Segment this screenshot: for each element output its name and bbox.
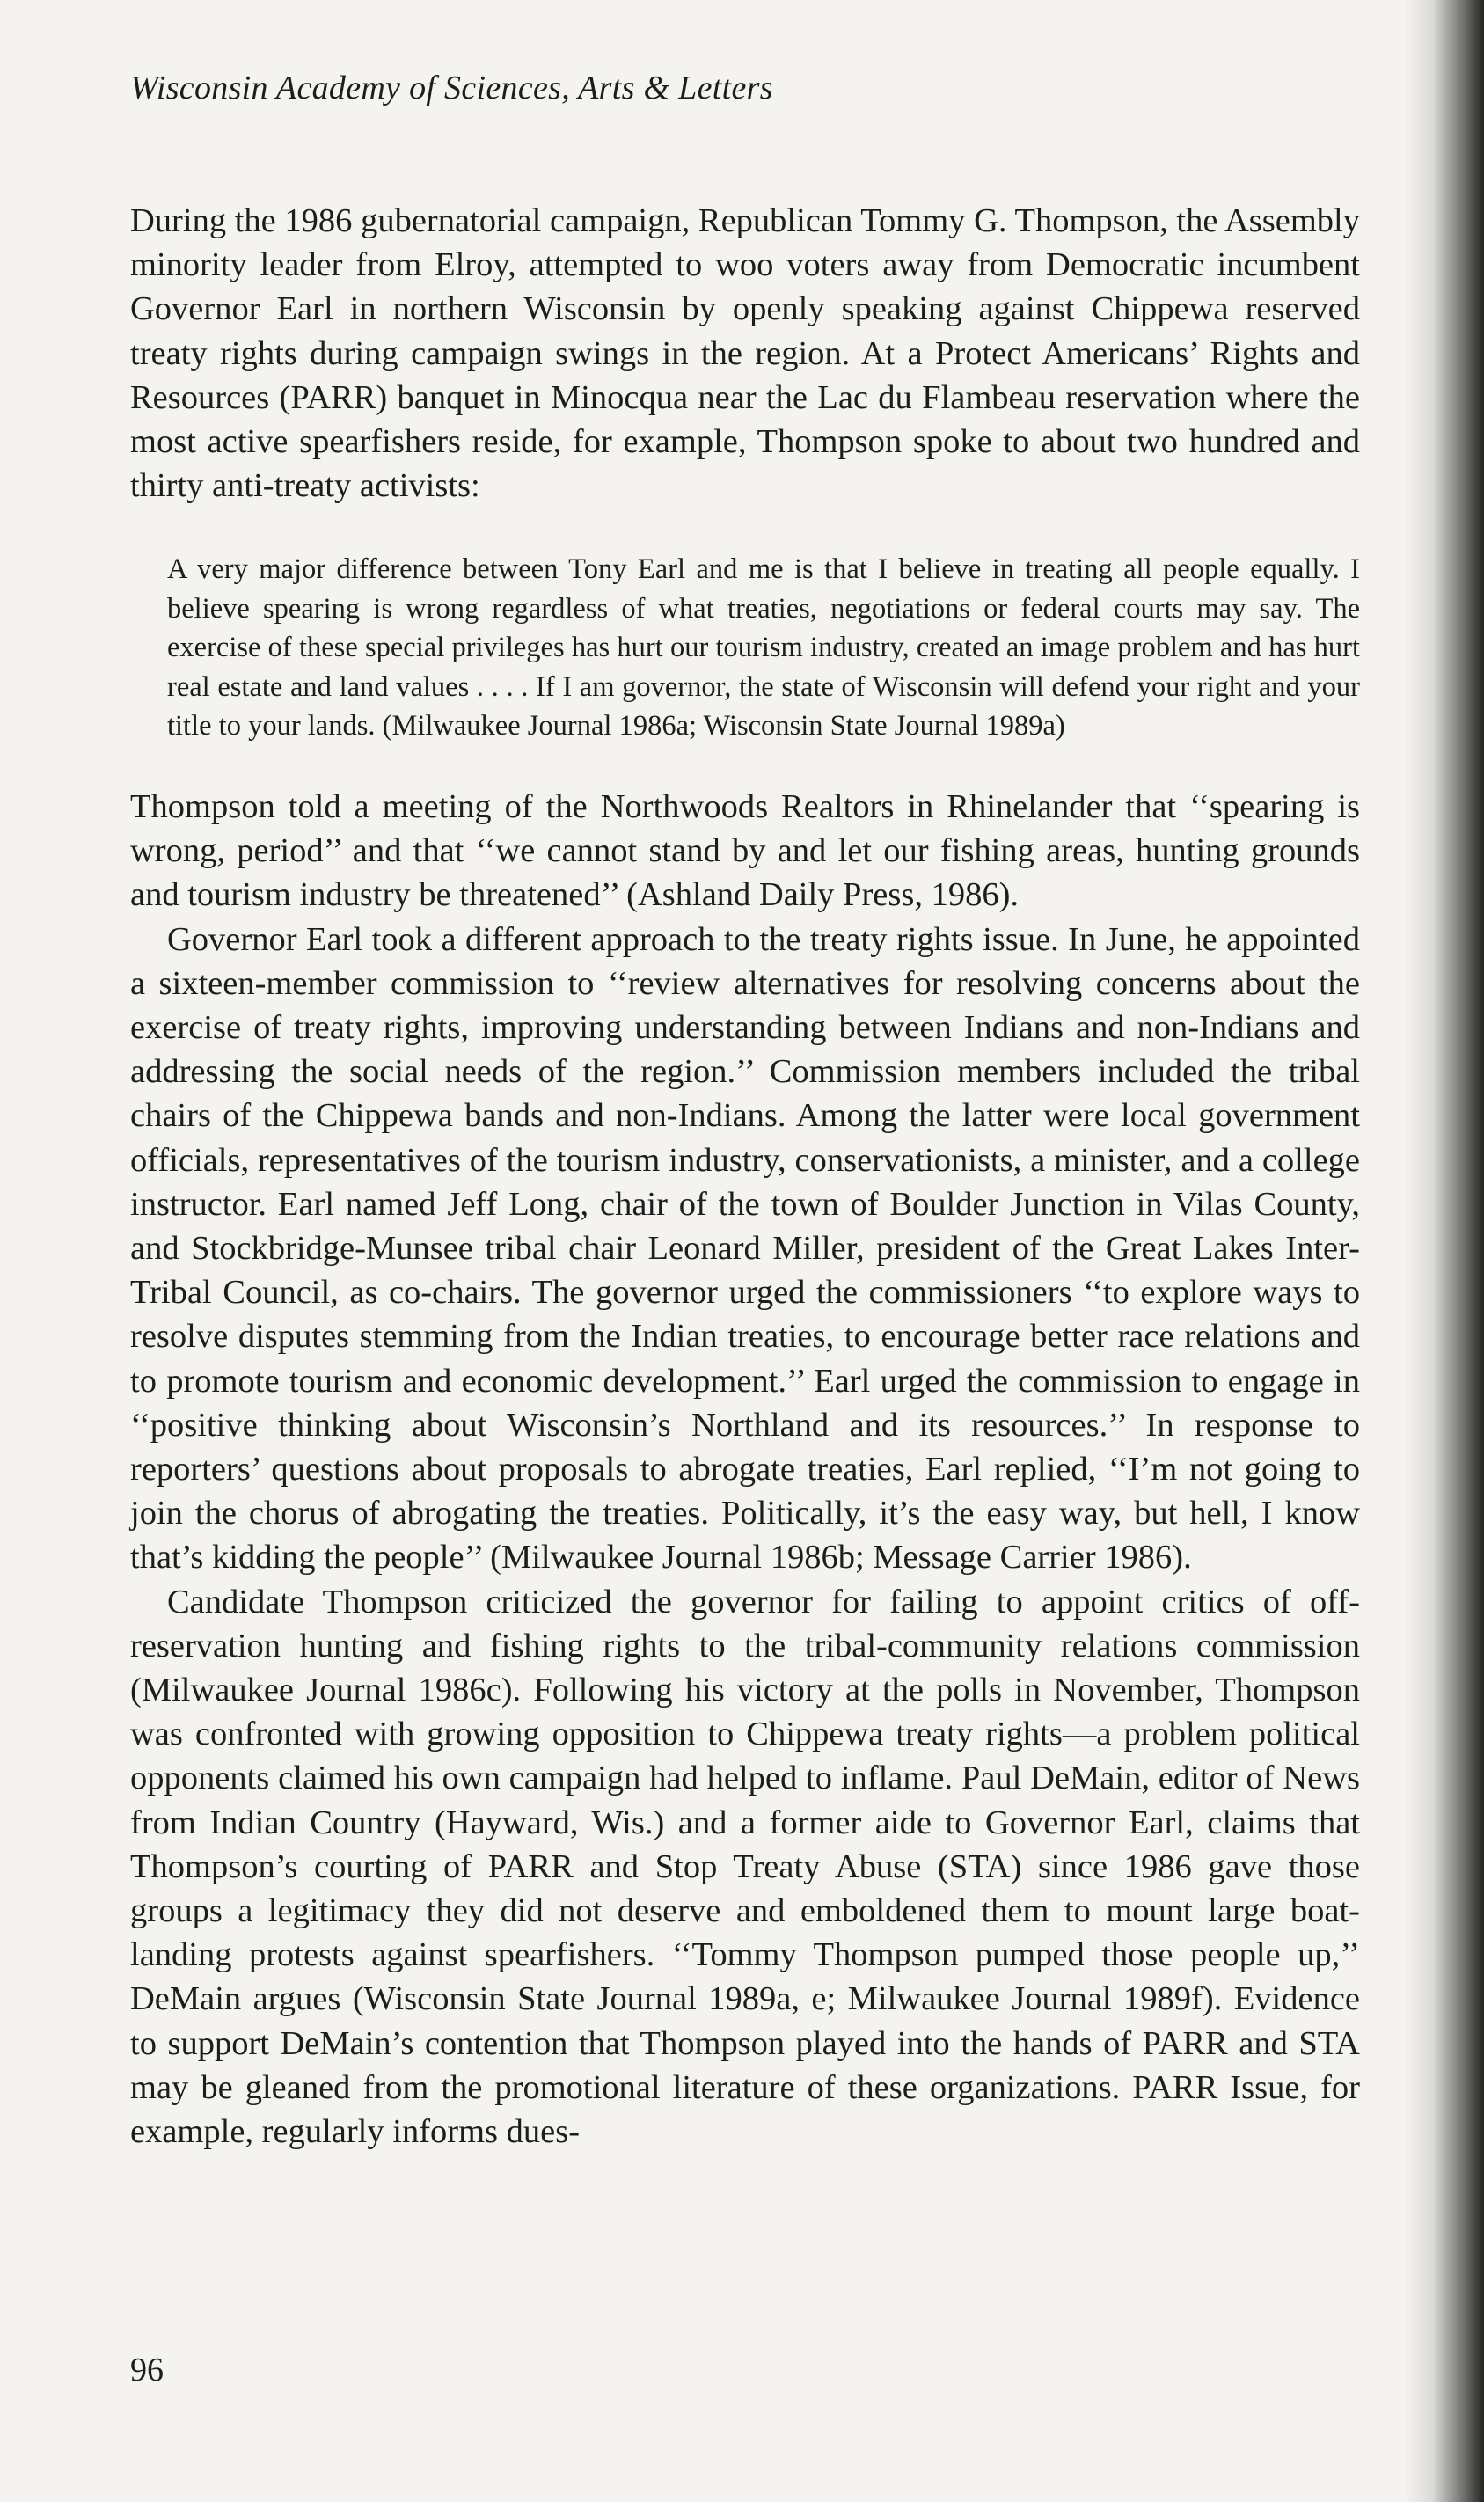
paragraph-earl-commission: Governor Earl took a different approach to the treaty rights issue. In June, he appointed a sixteen-member commission to ‘‘review alternatives for resolving concerns about the exercise of treaty rights, improving understanding between Indians and non-Indians and addressing the social needs of the region.’’ Commission members included the tribal chairs of the Chippewa bands and non-Indians. Among the latter were local government officials, representatives of the tourism industry, conservationists, a minister, and a college instructor. Earl named Jeff Long, chair of the town of Boulder Junction in Vilas County, and Stockbridge-Munsee tribal chair Leonard Miller, president of the Great Lakes Inter-Tribal Council, as co-chairs. The governor urged the commissioners ‘‘to explore ways to resolve disputes stemming from the Indian treaties, to encourage better race relations and to promote tourism and economic development.’’ Earl urged the commission to engage in ‘‘positive thinking about Wisconsin’s Northland and its resources.’’ In response to reporters’ questions about proposals to abrogate treaties, Earl replied, ‘‘I’m not going to join the chorus of abrogating the treaties. Politically, it’s the easy way, but hell, I know that’s kidding the people’’ (Milwaukee Journal 1986b; Message Carrier 1986). — [130, 920, 1360, 1577]
page-edge-shadow — [1405, 0, 1484, 2502]
paragraph-thompson-criticism: Candidate Thompson criticized the governor for failing to appoint critics of off-reservation hunting and fishing rights to the tribal-community relations commission (Milwaukee Journal 1986c). Following his victory at the polls in November, Thompson was confronted with growing opposition to Chippewa treaty rights—a problem political opponents claimed his own campaign had helped to inflame. Paul DeMain, editor of News from Indian Country (Hayward, Wis.) and a former aide to Governor Earl, claims that Thompson’s courting of PARR and Stop Treaty Abuse (STA) since 1986 gave those groups a legitimacy they did not deserve and emboldened them to mount large boat-landing protests against spearfishers. ‘‘Tommy Thompson pumped those people up,’’ DeMain argues (Wisconsin State Journal 1989a, e; Milwaukee Journal 1989f). Evidence to support DeMain’s contention that Thompson played into the hands of PARR and STA may be gleaned from the promotional literature of these organizations. PARR Issue, for example, regularly informs dues- — [130, 1583, 1360, 2151]
running-head: Wisconsin Academy of Sciences, Arts & Letters — [130, 70, 773, 106]
paragraph-campaign: During the 1986 gubernatorial campaign, Republican Tommy G. Thompson, the Assembly minority leader from Elroy, attempted to woo voters away from Democratic incumbent Governor Earl in northern Wisconsin by openly speaking against Chippewa reserved treaty rights during campaign swings in the region. At a Protect Americans’ Rights and Resources (PARR) banquet in Minocqua near the Lac du Flambeau reservation where the most active spearfishers reside, for example, Thompson spoke to about two hundred and thirty anti-treaty activists: — [130, 202, 1360, 505]
page-number: 96 — [130, 2352, 164, 2389]
block-quote: A very major difference between Tony Earl and me is that I believe in treating all people equally. I believe spearing is wrong regardless of what treaties, negotiations or federal courts may say. The exercise of these special privileges has hurt our tourism industry, created an image problem and has hurt real estate and land values . . . . If I am governor, the state of Wisconsin will defend your right and your title to your lands. (Milwaukee Journal 1986a; Wisconsin State Journal 1989a) — [167, 553, 1360, 743]
page-body — [130, 199, 1360, 2154]
paragraph-realtors: Thompson told a meeting of the Northwoods Realtors in Rhinelander that ‘‘spearing is wrong, period’’ and that ‘‘we cannot stand by and let our fishing areas, hunting grounds and tourism industry be threatened’’ (Ashland Daily Press, 1986). — [130, 787, 1360, 914]
